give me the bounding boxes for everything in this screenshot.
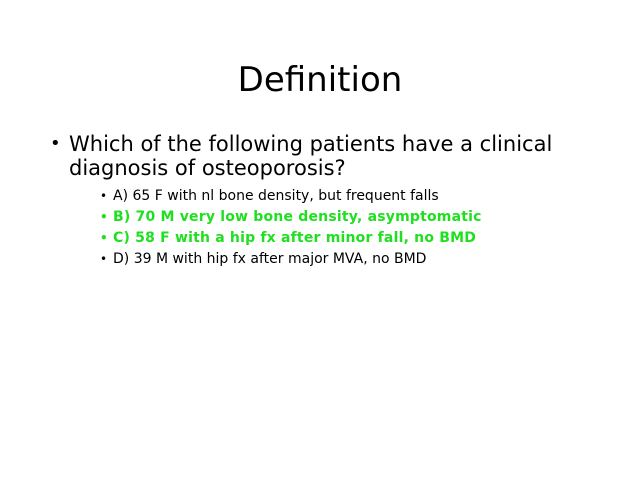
question-bullet — [50, 132, 590, 180]
option-text: C) 58 F with a hip fx after minor fall, no BMD — [113, 230, 477, 246]
option-text: D) 39 M with hip fx after major MVA, no BMD — [113, 251, 427, 267]
option-c — [100, 228, 620, 249]
option-b — [100, 207, 620, 228]
bullet-icon: • — [100, 210, 108, 224]
option-d — [100, 249, 620, 270]
bullet-icon: • — [100, 189, 108, 203]
option-text: B) 70 M very low bone density, asymptomatic — [113, 209, 482, 225]
answer-options — [100, 186, 620, 270]
bullet-icon: • — [50, 133, 61, 154]
bullet-icon: • — [100, 252, 108, 266]
option-text: A) 65 F with nl bone density, but frequent falls — [113, 188, 439, 204]
bullet-icon: • — [100, 231, 108, 245]
question-text: Which of the following patients have a clinical diagnosis of osteoporosis? — [69, 132, 553, 180]
option-a — [100, 186, 620, 207]
slide-title: Definition — [237, 60, 403, 100]
